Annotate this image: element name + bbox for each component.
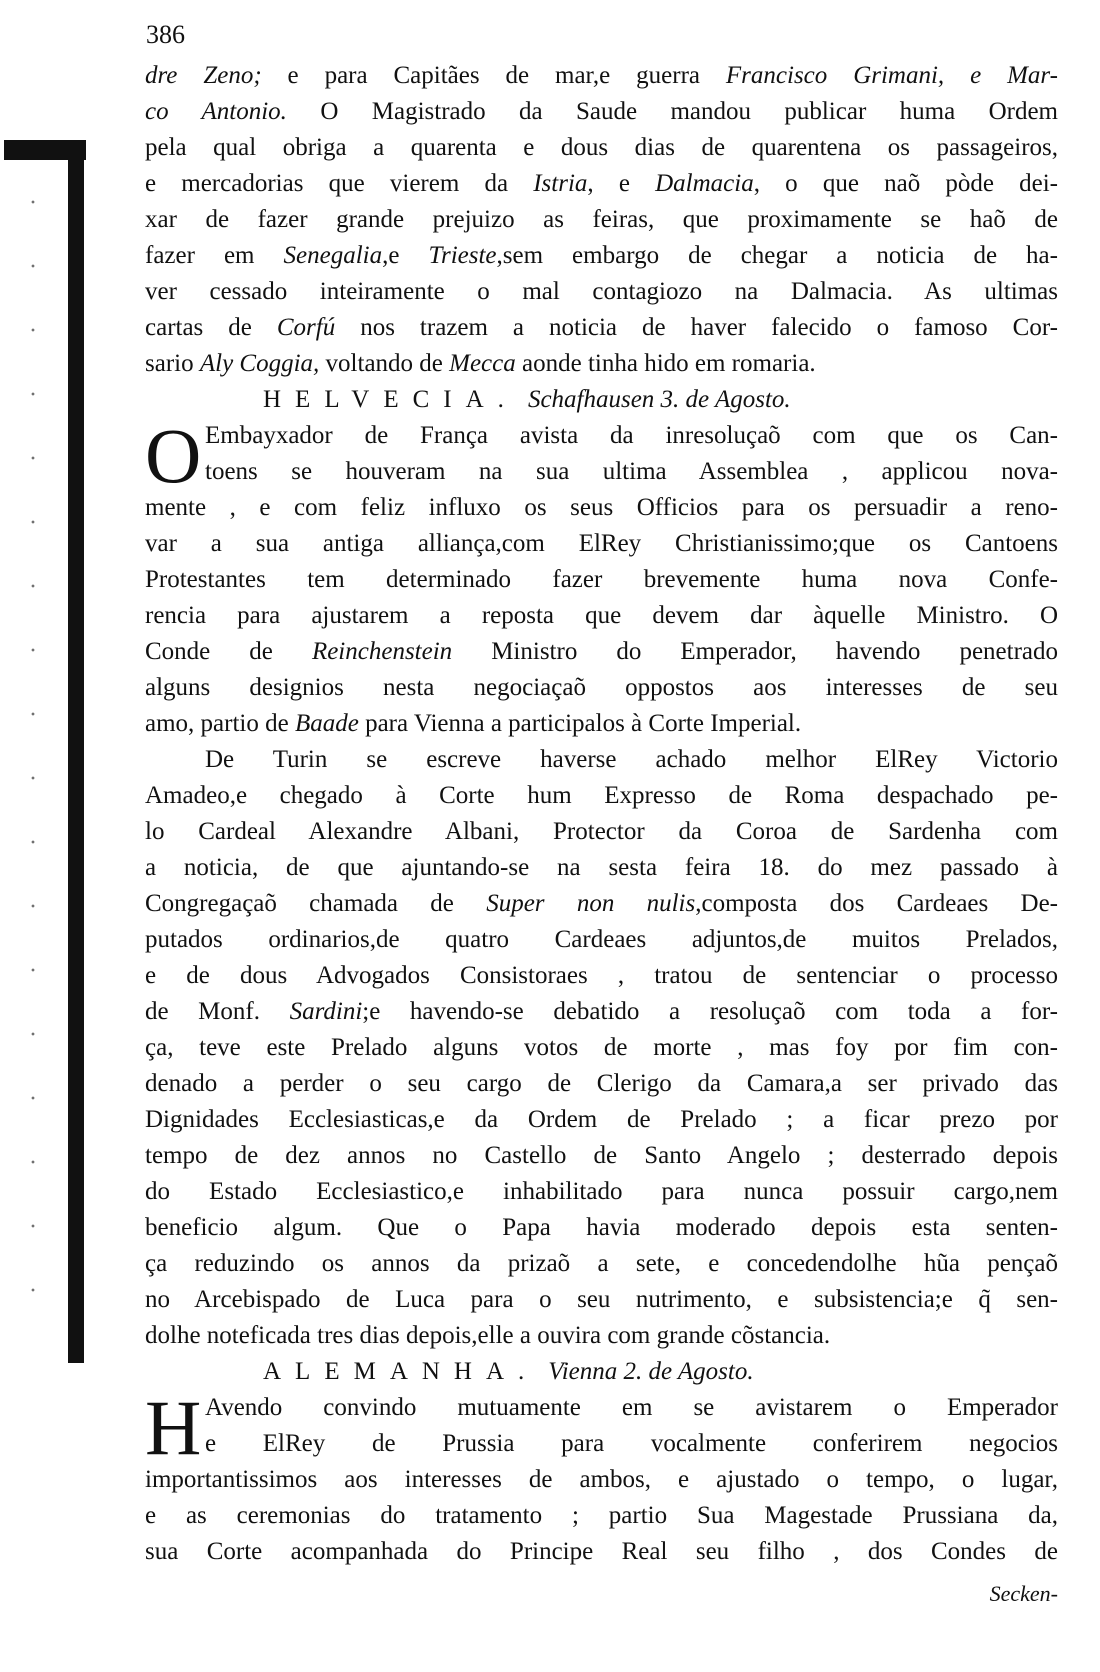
text-run: Protestantes tem determinado fazer brevemente huma nova Confe- — [145, 566, 1058, 593]
text-run: putados ordinarios,de quatro Cardeaes adjuntos,de muitos Prelados, — [145, 926, 1058, 953]
text-line — [145, 562, 1058, 598]
text-line — [145, 922, 1058, 958]
text-run: para Vienna a participalos à Corte Imperial. — [358, 710, 802, 737]
body-text — [145, 58, 1058, 1570]
paragraph — [145, 58, 1058, 382]
text-line — [145, 1174, 1058, 1210]
text-line — [145, 166, 1058, 202]
text-run: ;e havendo-se debatido a resoluçaõ com toda a for- — [362, 998, 1058, 1025]
text-run: no Arcebispado de Luca para o seu nutrimento, e subsistencia;e q̃ sen- — [145, 1286, 1058, 1313]
binding-edge-bar — [68, 145, 84, 1363]
text-line — [145, 346, 1058, 382]
text-run: sario — [145, 350, 200, 377]
text-line — [145, 958, 1058, 994]
text-run: Congregaçaõ chamada de — [145, 890, 487, 917]
text-line — [145, 1282, 1058, 1318]
text-line — [145, 706, 1058, 742]
text-line — [205, 742, 1058, 778]
text-line — [145, 994, 1058, 1030]
drop-cap: O — [145, 412, 202, 499]
text-run: ver cessado inteiramente o mal contagiozo na Dalmacia. As ultimas — [145, 278, 1058, 305]
scan-noise — [8, 170, 58, 1350]
text-line — [205, 454, 1058, 490]
text-run: Avendo convindo mutuamente em se avistarem o Emperador — [205, 1394, 1058, 1421]
section-heading — [145, 1354, 1058, 1390]
text-run: Dignidades Ecclesiasticas,e da Ordem de Prelado ; a ficar prezo por — [145, 1106, 1058, 1133]
italic-name: Istria — [533, 170, 588, 197]
text-run: sua Corte acompanhada do Principe Real seu filho , dos Condes de — [145, 1538, 1058, 1565]
italic-name: Reinchenstein — [311, 638, 453, 665]
text-run: de Monf. — [145, 998, 290, 1025]
text-line — [145, 598, 1058, 634]
text-line — [145, 94, 1058, 130]
text-run: e ElRey de Prussia para vocalmente conferirem negocios — [205, 1430, 1058, 1457]
italic-name: Corfú — [276, 314, 336, 341]
text-run: , e — [587, 170, 656, 197]
text-run: importantissimos aos interesses de ambos, e ajustado o tempo, o lugar, — [145, 1466, 1058, 1493]
heading-country: HELVECIA. — [263, 386, 518, 413]
section-heading — [145, 382, 1058, 418]
text-run: a noticia, de que ajuntando-se na sesta feira 18. do mez passado à — [145, 854, 1058, 881]
paragraph — [145, 742, 1058, 1354]
text-run: amo, partio de — [145, 710, 295, 737]
text-run: e para Capitães de mar,e guerra — [261, 62, 726, 89]
text-run: alguns designios nesta negociaçaõ oppostos aos interesses de seu — [145, 674, 1058, 701]
text-line — [145, 1210, 1058, 1246]
text-line — [145, 814, 1058, 850]
italic-name: Senegalia — [283, 242, 383, 269]
italic-name: Dalmacia — [655, 170, 754, 197]
text-run: ça, teve este Prelado alguns votos de morte , mas foy por fim con- — [145, 1034, 1058, 1061]
text-run: , o que naõ pòde dei- — [753, 170, 1059, 197]
text-line — [145, 670, 1058, 706]
text-run: ,composta dos Cardeaes De- — [695, 890, 1059, 917]
text-line — [145, 1498, 1058, 1534]
page-number: 386 — [146, 20, 185, 49]
text-line — [145, 634, 1058, 670]
italic-name: Mecca — [449, 350, 516, 377]
text-run: fazer em — [145, 242, 284, 269]
text-line — [145, 1318, 1058, 1354]
text-run: Ministro do Emperador, havendo penetrado — [452, 638, 1058, 665]
italic-name: Francisco Grimani, e Mar- — [725, 62, 1058, 89]
italic-name: Super non nulis — [486, 890, 696, 917]
text-line — [145, 1102, 1058, 1138]
heading-dateline: Vienna 2. de Agosto. — [548, 1358, 754, 1385]
text-run: nos trazem a noticia de haver falecido o famoso Cor- — [335, 314, 1058, 341]
text-run: cartas de — [145, 314, 277, 341]
text-line — [145, 850, 1058, 886]
italic-name: dre Zeno; — [145, 62, 262, 89]
text-run: ça reduzindo os annos da prizaõ a sete, e concedendolhe hũa pençaõ — [145, 1250, 1058, 1277]
text-line — [145, 1534, 1058, 1570]
text-run: e de dous Advogados Consistoraes , tratou de sentenciar o processo — [145, 962, 1058, 989]
text-line — [145, 526, 1058, 562]
text-line — [145, 1138, 1058, 1174]
text-line — [145, 202, 1058, 238]
text-line — [205, 418, 1058, 454]
text-line — [145, 238, 1058, 274]
text-line — [145, 1030, 1058, 1066]
paragraph — [145, 1384, 1058, 1570]
text-run: beneficio algum. Que o Papa havia moderado depois esta senten- — [145, 1214, 1058, 1241]
text-run: e mercadorias que vierem da — [145, 170, 534, 197]
text-run: lo Cardeal Alexandre Albani, Protector da Coroa de Sardenha com — [145, 818, 1058, 845]
text-line — [145, 1246, 1058, 1282]
text-run: xar de fazer grande prejuizo as feiras, que proximamente se haõ de — [145, 206, 1058, 233]
text-run: rencia para ajustarem a reposta que devem dar àquelle Ministro. O — [145, 602, 1058, 629]
text-line — [145, 886, 1058, 922]
text-run: var a sua antiga alliança,com ElRey Christianissimo;que os Cantoens — [145, 530, 1058, 557]
text-run: e as ceremonias do tratamento ; partio Sua Magestade Prussiana da, — [145, 1502, 1058, 1529]
text-line — [145, 58, 1058, 94]
text-run: De Turin se escreve haverse achado melhor ElRey Victorio — [205, 746, 1058, 773]
text-run: denado a perder o seu cargo de Clerigo da Camara,a ser privado das — [145, 1070, 1058, 1097]
text-line — [205, 1390, 1058, 1426]
text-line — [145, 310, 1058, 346]
text-run: pela qual obriga a quarenta e dous dias de quarentena os passageiros, — [145, 134, 1058, 161]
paragraph — [145, 412, 1058, 742]
text-line — [205, 1426, 1058, 1462]
heading-country: ALEMANHA. — [263, 1358, 539, 1385]
drop-cap: H — [145, 1384, 202, 1471]
heading-dateline: Schafhausen 3. de Agosto. — [527, 386, 791, 413]
text-run: Embayxador de França avista da inresoluçaõ com que os Can- — [205, 422, 1058, 449]
text-line — [145, 1462, 1058, 1498]
text-run: Conde de — [145, 638, 312, 665]
text-run: toens se houveram na sua ultima Assemblea , applicou nova- — [205, 458, 1058, 485]
text-run: tempo de dez annos no Castello de Santo Angelo ; desterrado depois — [145, 1142, 1058, 1169]
text-run: mente , e com feliz influxo os seus Officios para os persuadir a reno- — [145, 494, 1058, 521]
italic-name: Baade — [294, 710, 359, 737]
text-line — [145, 490, 1058, 526]
text-run: O Magistrado da Saude mandou publicar huma Ordem — [286, 98, 1058, 125]
italic-name: Aly Coggia, — [199, 350, 320, 377]
text-line — [145, 130, 1058, 166]
text-run: ,e — [382, 242, 429, 269]
text-line — [145, 778, 1058, 814]
italic-name: co Antonio. — [145, 98, 287, 125]
catchword: Secken- — [989, 1581, 1058, 1606]
italic-name: Sardini — [289, 998, 363, 1025]
text-line — [145, 1066, 1058, 1102]
text-line — [145, 274, 1058, 310]
text-run: aonde tinha hido em romaria. — [515, 350, 816, 377]
text-run: do Estado Ecclesiastico,e inhabilitado para nunca possuir cargo,nem — [145, 1178, 1058, 1205]
text-run: ,sem embargo de chegar a noticia de ha- — [496, 242, 1058, 269]
text-run: dolhe noteficada tres dias depois,elle a ouvira com grande cõstancia. — [145, 1322, 831, 1349]
italic-name: Trieste — [428, 242, 497, 269]
text-run: Amadeo,e chegado à Corte hum Expresso de Roma despachado pe- — [145, 782, 1058, 809]
text-run: voltando de — [319, 350, 450, 377]
